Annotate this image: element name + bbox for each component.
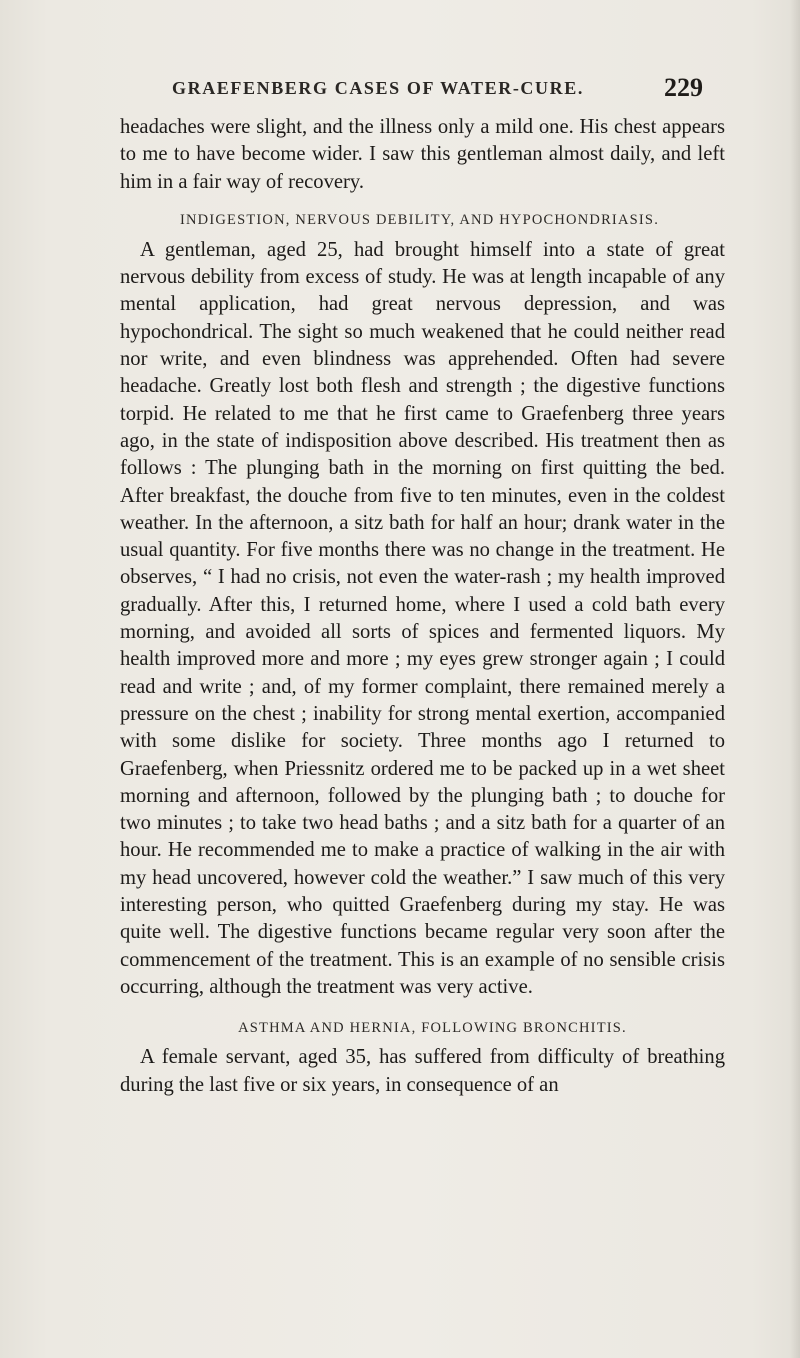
running-head — [0, 72, 800, 112]
page-number: 229 — [664, 73, 703, 102]
case-paragraph-indigestion: A gentleman, aged 25, had brought himself into a state of great nervous debility from excess of study. He was at length incapable of any mental application, had great nervous depression, and was hypochondrical. The sight so much weakened that he could neither read nor write, and even blindness was apprehended. Often had severe headache. Greatly lost both flesh and strength ; the digestive functions torpid. He related to me that he first came to Graefenberg three years ago, in the state of indisposition above described. His treatment then as follows : The plunging bath in the morning on first quitting the bed. After breakfast, the douche from five to ten minutes, even in the coldest weather. In the afternoon, a sitz bath for half an hour; drank water in the usual quantity. For five months there was no change in the treatment. He observes, “ I had no crisis, not even the water-rash ; my health improved gradually. After this, I returned home, where I used a cold bath every morning, and avoided all sorts of spices and fermented liquors. My health improved more and more ; my eyes grew stronger again ; I could read and write ; and, of my former complaint, there remained merely a pressure on the chest ; inability for strong mental exertion, accompanied with some dislike for society. Three months ago I returned to Graefenberg, when Priessnitz ordered me to be packed up in a wet sheet morning and afternoon, followed by the plunging bath ; to douche for two minutes ; to take two head baths ; and a sitz bath for a quarter of an hour. He recommended me to make a practice of walking in the air with my head uncovered, however cold the weather.” I saw much of this very interesting person, who quitted Graefenberg during my stay. He was quite well. The digestive functions became regular very soon after the commencement of the treatment. This is an example of no sensible crisis occurring, although the treatment was very active. — [120, 238, 725, 998]
running-title: GRAEFENBERG CASES OF WATER-CURE. — [172, 78, 584, 98]
body-text — [120, 114, 725, 1099]
case-paragraph-asthma: A female servant, aged 35, has suffered from difficulty of breathing during the last five or six years, in consequence of an — [120, 1046, 725, 1096]
section-heading-asthma: ASTHMA AND HERNIA, FOLLOWING BRONCHITIS. — [238, 1020, 627, 1037]
page-edge-shadow — [790, 0, 800, 1358]
continuation-paragraph: headaches were slight, and the illness only a mild one. His chest appears to me to have become wider. I saw this gentleman almost daily, and left him in a fair way of recovery. — [120, 116, 725, 193]
section-heading-indigestion: INDIGESTION, NERVOUS DEBILITY, AND HYPOCHONDRIASIS. — [179, 211, 660, 228]
